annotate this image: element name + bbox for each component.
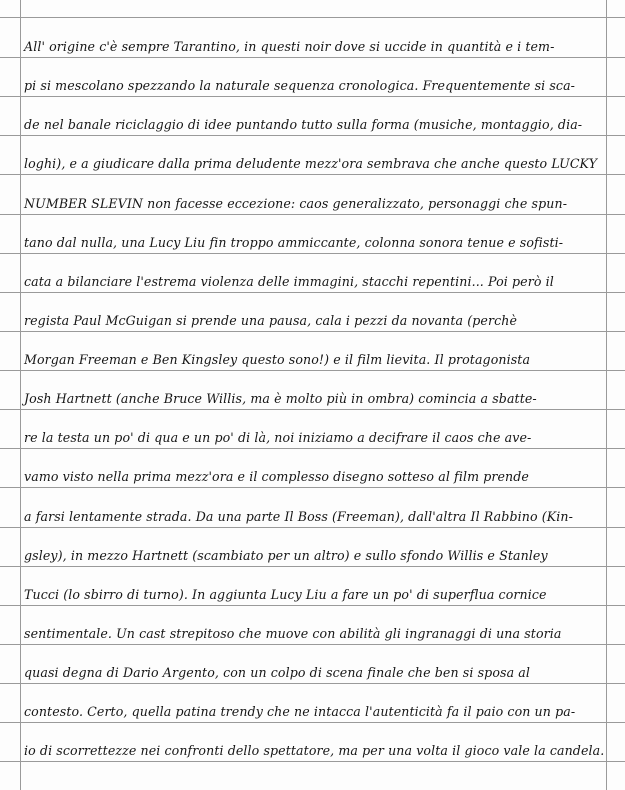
ruled-line [0, 135, 625, 136]
ruled-line [0, 370, 625, 371]
ruled-line [0, 605, 625, 606]
text-line: a farsi lentamente strada. Da una parte Il Boss (Freeman), dall'altra Il Rabbino (Kin- [24, 509, 573, 524]
text-line: re la testa un po' di qua e un po' di là, noi iniziamo a decifrare il caos che ave- [24, 430, 532, 445]
ruled-line [0, 644, 625, 645]
ruled-line [0, 214, 625, 215]
text-line: pi si mescolano spezzando la naturale sequenza cronologica. Frequentemente si sca- [24, 78, 576, 93]
ruled-line [0, 96, 625, 97]
ruled-line [0, 409, 625, 410]
text-line: gsley), in mezzo Hartnett (scambiato per un altro) e sullo sfondo Willis e Stanley [24, 548, 548, 563]
text-line: quasi degna di Dario Argento, con un colpo di scena finale che ben si sposa al [24, 665, 531, 680]
text-line: tano dal nulla, una Lucy Liu fin troppo ammiccante, colonna sonora tenue e sofisti- [24, 235, 564, 250]
ruled-line [0, 566, 625, 567]
ruled-line [0, 253, 625, 254]
ruled-line [0, 331, 625, 332]
text-line: loghi), e a giudicare dalla prima deludente mezz'ora sembrava che anche questo LUCKY [24, 156, 598, 171]
text-line: vamo visto nella prima mezz'ora e il complesso disegno sotteso al film prende [24, 469, 529, 484]
text-line: Morgan Freeman e Ben Kingsley questo sono!) e il film lievita. Il protagonista [24, 352, 531, 367]
ruled-line [0, 17, 625, 18]
text-line: All' origine c'è sempre Tarantino, in questi noir dove si uccide in quantità e i tem- [24, 39, 555, 54]
ruled-line [0, 683, 625, 684]
ruled-line [0, 448, 625, 449]
text-line: sentimentale. Un cast strepitoso che muove con abilità gli ingranaggi di una storia [24, 626, 562, 641]
text-line: NUMBER SLEVIN non facesse eccezione: caos generalizzato, personaggi che spun- [24, 196, 568, 211]
text-line: cata a bilanciare l'estrema violenza delle immagini, stacchi repentini... Poi però il [24, 274, 554, 289]
ruled-line [0, 487, 625, 488]
ruled-line [0, 761, 625, 762]
ruled-line [0, 527, 625, 528]
text-line: de nel banale riciclaggio di idee puntando tutto sulla forma (musiche, montaggio, dia- [24, 117, 583, 132]
text-line: Josh Hartnett (anche Bruce Willis, ma è molto più in ombra) comincia a sbatte- [24, 391, 537, 406]
ruled-line [0, 174, 625, 175]
ruled-line [0, 722, 625, 723]
left-margin-line [20, 0, 21, 790]
text-line: io di scorrettezze nei confronti dello spettatore, ma per una volta il gioco vale la candela. [24, 743, 605, 758]
ruled-line [0, 57, 625, 58]
text-line: regista Paul McGuigan si prende una pausa, cala i pezzi da novanta (perchè [24, 313, 518, 328]
text-line: Tucci (lo sbirro di turno). In aggiunta Lucy Liu a fare un po' di superflua cornice [24, 587, 547, 602]
text-line: contesto. Certo, quella patina trendy che ne intacca l'autenticità fa il paio con un pa- [24, 704, 576, 719]
ruled-line [0, 292, 625, 293]
